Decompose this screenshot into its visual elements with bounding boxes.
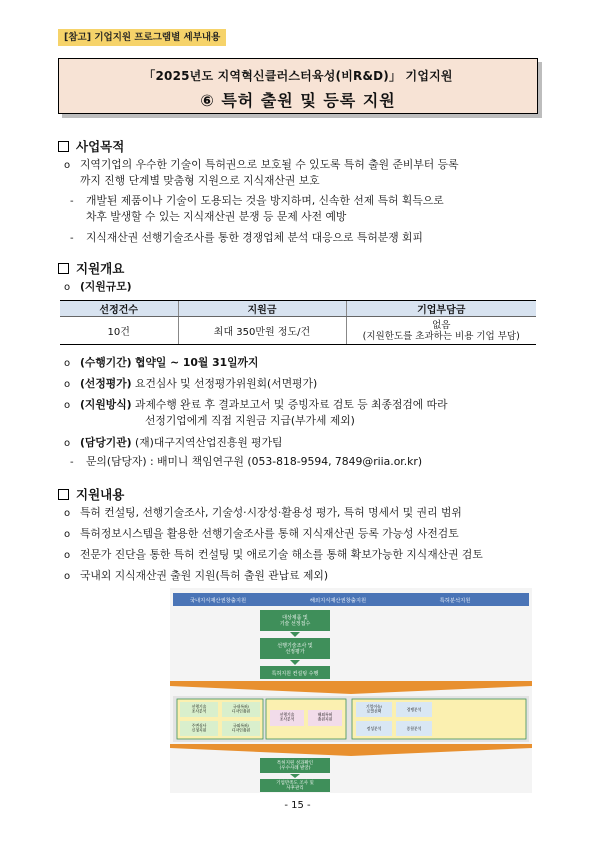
- flow-step-label: 기업만족도 조사 및 사후관리: [276, 781, 314, 791]
- overview-agency: o (담당기관) (재)대구지역산업진흥원 평가팀: [64, 436, 283, 449]
- flow-step-label: 특허지원 성과확인 (우수사례 발굴): [276, 761, 314, 771]
- content-line-2: o 특허정보시스템을 활용한 선행기술조사를 통해 지식재산권 등록 가능성 사전검토: [64, 527, 459, 540]
- section-content-heading: 지원내용: [76, 487, 125, 502]
- table-header: 지원금: [178, 301, 346, 317]
- section-overview: [58, 259, 124, 277]
- title-line-1: 「2025년도 지역혁신클러스터육성(비R&D)」 기업지원: [143, 69, 453, 83]
- circle-bullet-icon: o: [64, 438, 71, 449]
- dash-bullet-icon: -: [70, 233, 74, 244]
- flow-item-label: 종합분석: [406, 726, 422, 731]
- overview-contact: - 문의(담당자) : 배미니 책임연구원 (053-818-9594, 7849@riia.or.kr): [70, 455, 423, 468]
- overview-scale: o (지원규모): [64, 280, 132, 293]
- flow-item-label: 선행기술 조사분석: [279, 712, 295, 722]
- overview-eval: o (선정평가) 요건심사 및 선정평가위원회(서면평가): [64, 377, 318, 390]
- circle-bullet-icon: o: [64, 550, 71, 561]
- dash-bullet-icon: -: [70, 457, 74, 468]
- flow-step-label: 대상제품 및 기술 선정접수: [279, 615, 311, 627]
- overview-method: o (지원방식) 과제수행 완료 후 결과보고서 및 증빙자료 검토 등 최종점검에 따라: [64, 398, 448, 411]
- circle-bullet-icon: o: [64, 282, 71, 293]
- flow-step-label: 선행기술조사 및 선정평가: [277, 643, 313, 655]
- section-purpose-heading: 사업목적: [76, 139, 125, 154]
- flow-item-label: 선행기술 조사분석: [191, 704, 207, 714]
- flow-item-label: 주변심사 신청지원: [191, 723, 207, 733]
- overview-method-2: 선정기업에게 직접 지원금 지급(부가세 제외): [145, 414, 355, 427]
- purpose-line-2: 까지 진행 단계별 맞춤형 지원으로 지식재산권 보호: [80, 174, 320, 187]
- flow-item-label: 국외특허/ 디자인출원: [231, 723, 251, 733]
- overview-period: o (수행기간) 협약일 ~ 10월 31일까지: [64, 356, 259, 369]
- table-header: 기업부담금: [346, 301, 536, 317]
- section-content: [58, 485, 124, 503]
- content-line-4: o 국내외 지식재산권 출원 지원(특허 출원 관납료 제외): [64, 569, 329, 582]
- table-row: [60, 317, 536, 345]
- flow-item-label: 경쟁분석: [406, 707, 422, 712]
- square-bullet-icon: [58, 263, 69, 274]
- flow-top-label: 해외지식재산권창출지원: [309, 598, 367, 604]
- circle-bullet-icon: o: [64, 160, 71, 171]
- table-cell: 최대 350만원 정도/건: [178, 317, 346, 345]
- dash-bullet-icon: -: [70, 196, 74, 207]
- title-line-2: ⑥ 특허 출원 및 등록 지원: [200, 91, 396, 110]
- flow-step-label: 특허지원 컨설팅 수행: [271, 671, 319, 677]
- table-cell: 없음 (지원한도를 초과하는 비용 기업 부담): [346, 317, 536, 345]
- content-line-3: o 전문가 진단을 통한 특허 컨설팅 및 애로기술 해소를 통해 확보가능한 지식재산권 검토: [64, 548, 483, 561]
- flow-item-label: 국내특허/ 디자인출원: [231, 704, 251, 714]
- square-bullet-icon: [58, 141, 69, 152]
- section-overview-heading: 지원개요: [76, 261, 125, 276]
- content-line-1: o 특허 컨설팅, 선행기술조사, 기술성·시장성·활용성 평가, 특허 명세서 및 권리 범위: [64, 506, 462, 519]
- circle-bullet-icon: o: [64, 379, 71, 390]
- header-tag: [참고] 기업지원 프로그램별 세부내용: [58, 29, 226, 46]
- purpose-line-1: o 지역기업의 우수한 기술이 특허권으로 보호될 수 있도록 특허 출원 준비부터 등록: [64, 158, 459, 171]
- section-purpose: [58, 137, 124, 155]
- title-box: [58, 58, 538, 114]
- flow-item-label: 기업이슈/ 로열선택: [366, 704, 382, 714]
- circle-bullet-icon: o: [64, 400, 71, 411]
- purpose-line-4: 차후 발생할 수 있는 지식재산권 분쟁 등 문제 사전 예방: [86, 210, 347, 223]
- support-scale-table: [60, 300, 536, 345]
- flow-item-label: 정성분석: [366, 726, 382, 731]
- circle-bullet-icon: o: [64, 358, 71, 369]
- table-header: 선정건수: [60, 301, 178, 317]
- flow-top-label: 국내지식재산권창출지원: [189, 598, 247, 604]
- table-header-row: [60, 301, 536, 317]
- circle-bullet-icon: o: [64, 571, 71, 582]
- purpose-line-5: - 지식재산권 선행기술조사를 통한 경쟁업체 분석 대응으로 특허분쟁 회피: [70, 231, 423, 244]
- circle-bullet-icon: o: [64, 529, 71, 540]
- flow-top-label: 특허분석지원: [439, 598, 471, 604]
- support-flow-diagram: [170, 588, 532, 793]
- table-cell: 10건: [60, 317, 178, 345]
- page-number: - 15 -: [284, 800, 311, 811]
- square-bullet-icon: [58, 489, 69, 500]
- circle-bullet-icon: o: [64, 508, 71, 519]
- purpose-line-3: - 개발된 제품이나 기술이 도용되는 것을 방지하며, 신속한 선제 특허 획득으로: [70, 194, 444, 207]
- flow-item-label: 해외특허 출원지원: [317, 712, 333, 722]
